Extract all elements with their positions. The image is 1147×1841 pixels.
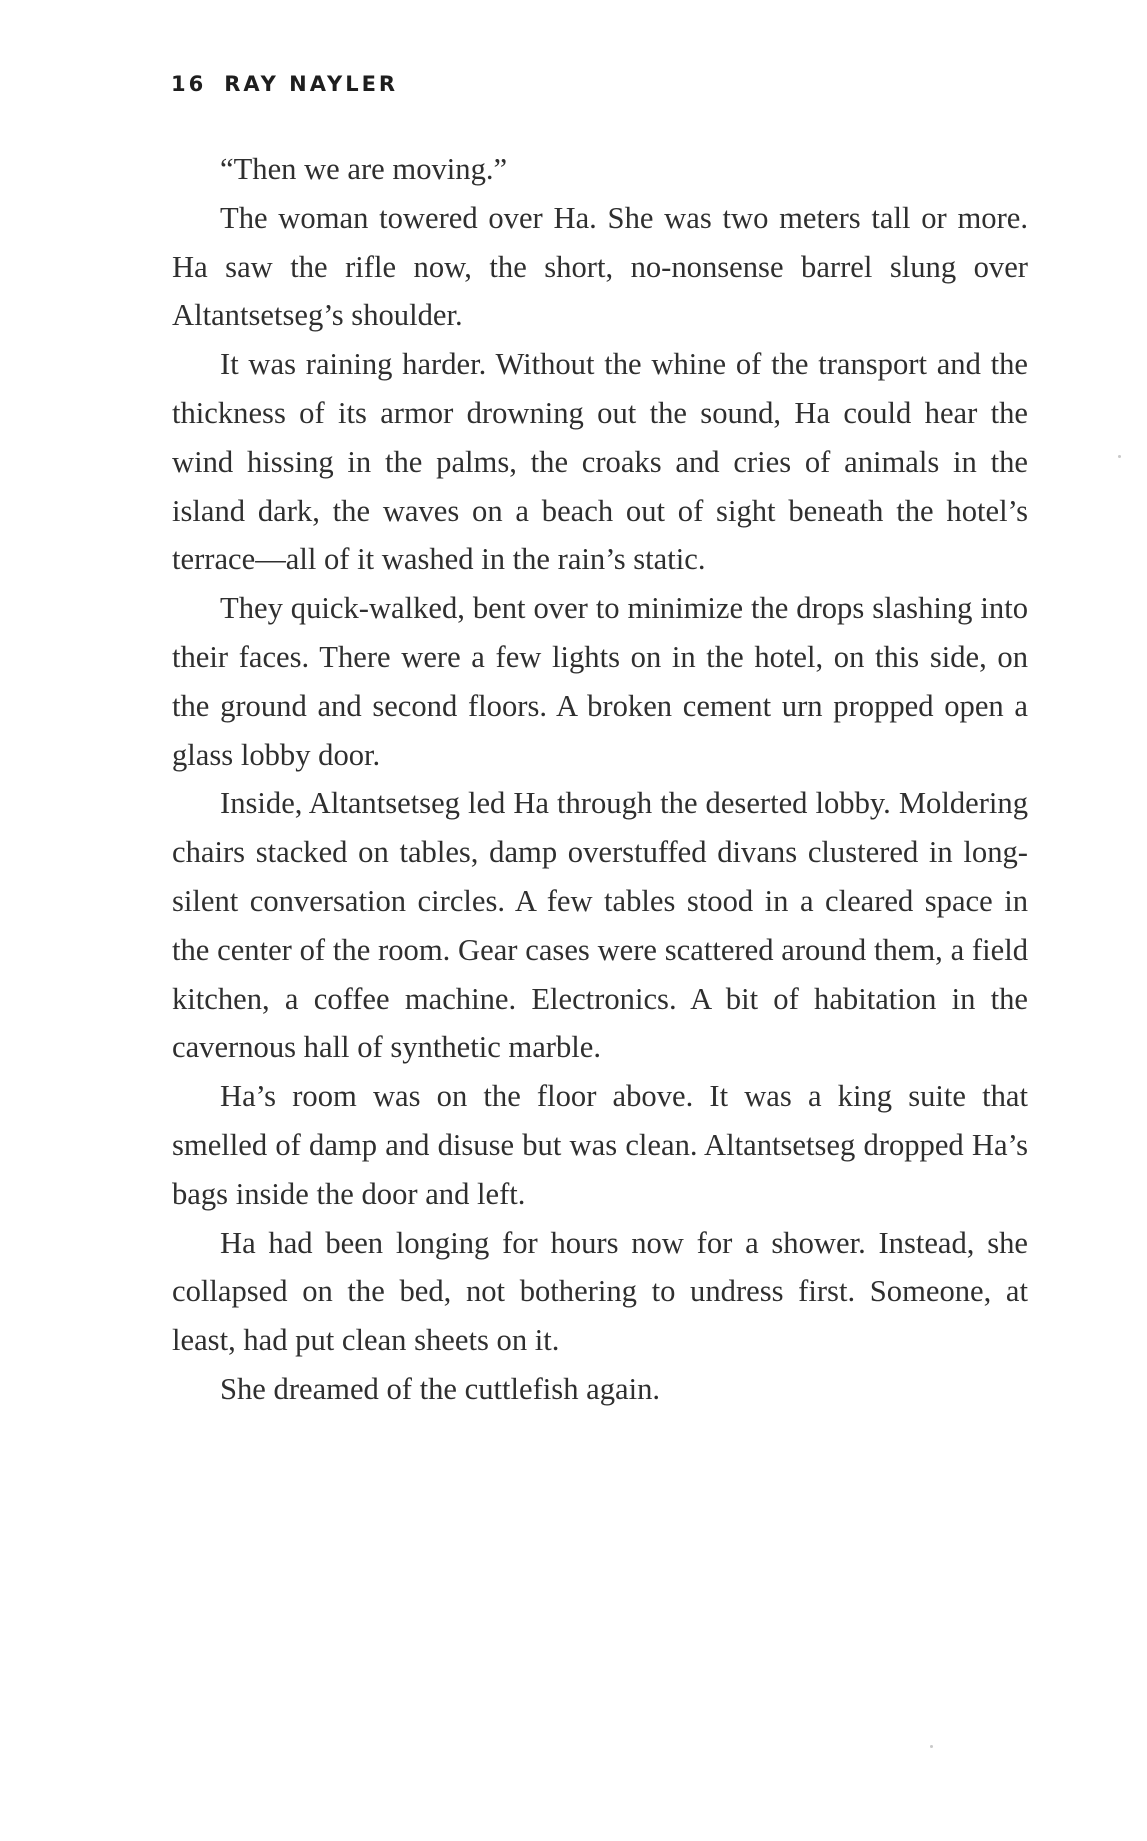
paragraph: The woman towered over Ha. She was two meters tall or more. Ha saw the rifle now, the short, no-nonsense barrel slung over Altantsetseg’s shoulder. xyxy=(172,200,1028,333)
paragraph: She dreamed of the cuttlefish again. xyxy=(220,1371,661,1406)
running-head xyxy=(171,72,398,96)
paragraph: Ha’s room was on the floor above. It was a king suite that smelled of damp and disuse but was clean. Altantsetseg dropped Ha’s bags inside the door and left. xyxy=(172,1079,1028,1211)
paragraph: “Then we are moving.” xyxy=(220,152,508,186)
paragraph: Ha had been longing for hours now for a shower. Instead, she collapsed on the bed, not bothering to undress first. Someone, at least, had put clean sheets on it. xyxy=(172,1225,1028,1358)
body-text xyxy=(172,145,1028,1414)
paragraph: They quick-walked, bent over to minimize the drops slashing into their faces. There were a few lights on in the hotel, on this side, on the ground and second floors. A broken cement urn propped open a glass lobby door. xyxy=(172,591,1028,772)
paragraph: It was raining harder. Without the whine of the transport and the thickness of its armor drowning out the sound, Ha could hear the wind hissing in the palms, the croaks and cries of animals in the island dark, the waves on a beach out of sight beneath the hotel’s terrace—all of it washed in the rain’s static. xyxy=(172,347,1028,577)
author-name: RAY NAYLER xyxy=(224,72,399,96)
paragraph: Inside, Altantsetseg led Ha through the deserted lobby. Moldering chairs stacked on tables, damp overstuffed divans clustered in long-silent conversation circles. A few tables stood in a cleared space in the center of the room. Gear cases were scattered around them, a field kitchen, a coffee machine. Electronics. A bit of habitation in the cavernous hall of synthetic marble. xyxy=(172,786,1028,1065)
scan-speck xyxy=(930,1745,933,1748)
page-number: 16 xyxy=(171,72,207,96)
scan-speck xyxy=(1118,455,1121,458)
